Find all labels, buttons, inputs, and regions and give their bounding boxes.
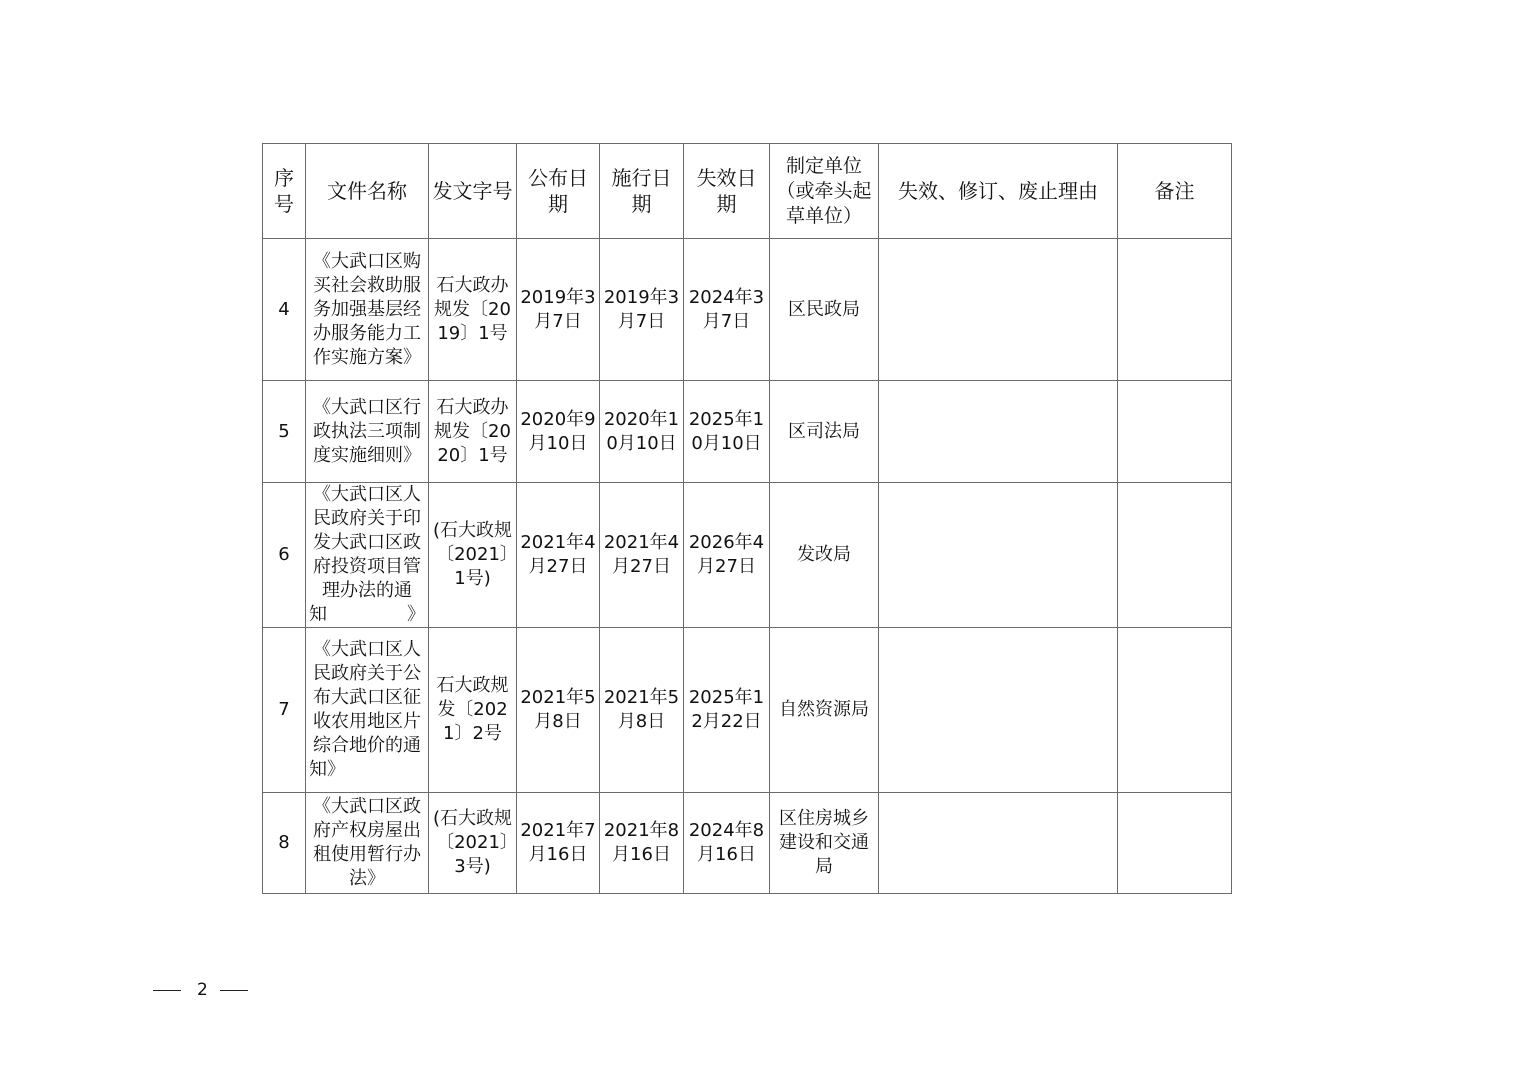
cell-doc-no: (石大政规〔2021〕3号) <box>429 793 517 894</box>
header-publish-date: 公布日期 <box>517 144 600 239</box>
header-unit: 制定单位（或牵头起草单位） <box>770 144 879 239</box>
header-expire-date: 失效日期 <box>684 144 770 239</box>
cell-seq: 6 <box>263 483 306 628</box>
cell-name: 《大武口区人民政府关于公布大武口区征收农用地区片综合地价的通知》 <box>306 628 429 793</box>
cell-seq: 8 <box>263 793 306 894</box>
cell-seq: 7 <box>263 628 306 793</box>
cell-expire-date: 2026年4月27日 <box>684 483 770 628</box>
table-row <box>263 628 1232 793</box>
cell-doc-no: 石大政办规发〔2019〕1号 <box>429 239 517 381</box>
cell-publish-date: 2021年5月8日 <box>517 628 600 793</box>
cell-publish-date: 2021年7月16日 <box>517 793 600 894</box>
cell-seq: 5 <box>263 381 306 483</box>
header-reason: 失效、修订、废止理由 <box>879 144 1118 239</box>
cell-effective-date: 2021年8月16日 <box>600 793 684 894</box>
cell-note <box>1118 239 1232 381</box>
regulation-table <box>262 143 1232 894</box>
cell-doc-no: (石大政规〔2021〕1号) <box>429 483 517 628</box>
header-name: 文件名称 <box>306 144 429 239</box>
cell-unit: 区民政局 <box>770 239 879 381</box>
cell-unit: 区住房城乡建设和交通局 <box>770 793 879 894</box>
cell-expire-date: 2025年12月22日 <box>684 628 770 793</box>
cell-effective-date: 2019年3月7日 <box>600 239 684 381</box>
cell-effective-date: 2021年4月27日 <box>600 483 684 628</box>
cell-publish-date: 2020年9月10日 <box>517 381 600 483</box>
page-number: 2 <box>197 980 208 1000</box>
cell-reason <box>879 239 1118 381</box>
cell-note <box>1118 793 1232 894</box>
table-row <box>263 239 1232 381</box>
cell-doc-no: 石大政办规发〔2020〕1号 <box>429 381 517 483</box>
table-row <box>263 381 1232 483</box>
cell-expire-date: 2025年10月10日 <box>684 381 770 483</box>
footer-dash-left <box>153 990 181 991</box>
cell-name: 《大武口区购买社会救助服务加强基层经办服务能力工作实施方案》 <box>306 239 429 381</box>
cell-effective-date: 2021年5月8日 <box>600 628 684 793</box>
cell-note <box>1118 628 1232 793</box>
header-note: 备注 <box>1118 144 1232 239</box>
header-seq: 序号 <box>263 144 306 239</box>
cell-seq: 4 <box>263 239 306 381</box>
cell-name: 《大武口区行政执法三项制度实施细则》 <box>306 381 429 483</box>
cell-reason <box>879 793 1118 894</box>
cell-effective-date: 2020年10月10日 <box>600 381 684 483</box>
cell-reason <box>879 381 1118 483</box>
cell-expire-date: 2024年3月7日 <box>684 239 770 381</box>
page-footer <box>153 978 248 1002</box>
cell-unit: 区司法局 <box>770 381 879 483</box>
cell-name: 《大武口区政府产权房屋出租使用暂行办法》 <box>306 793 429 894</box>
cell-unit: 自然资源局 <box>770 628 879 793</box>
table-header-row <box>263 144 1232 239</box>
header-doc-no: 发文字号 <box>429 144 517 239</box>
cell-note <box>1118 381 1232 483</box>
cell-note <box>1118 483 1232 628</box>
cell-name: 《大武口区人民政府关于印发大武口区政府投资项目管理办法的通知》 <box>306 483 429 628</box>
footer-dash-right <box>220 990 248 991</box>
cell-doc-no: 石大政规发〔2021〕2号 <box>429 628 517 793</box>
table-row <box>263 793 1232 894</box>
cell-unit: 发改局 <box>770 483 879 628</box>
cell-publish-date: 2021年4月27日 <box>517 483 600 628</box>
cell-publish-date: 2019年3月7日 <box>517 239 600 381</box>
header-effective-date: 施行日期 <box>600 144 684 239</box>
table-row <box>263 483 1232 628</box>
cell-expire-date: 2024年8月16日 <box>684 793 770 894</box>
cell-reason <box>879 628 1118 793</box>
cell-reason <box>879 483 1118 628</box>
